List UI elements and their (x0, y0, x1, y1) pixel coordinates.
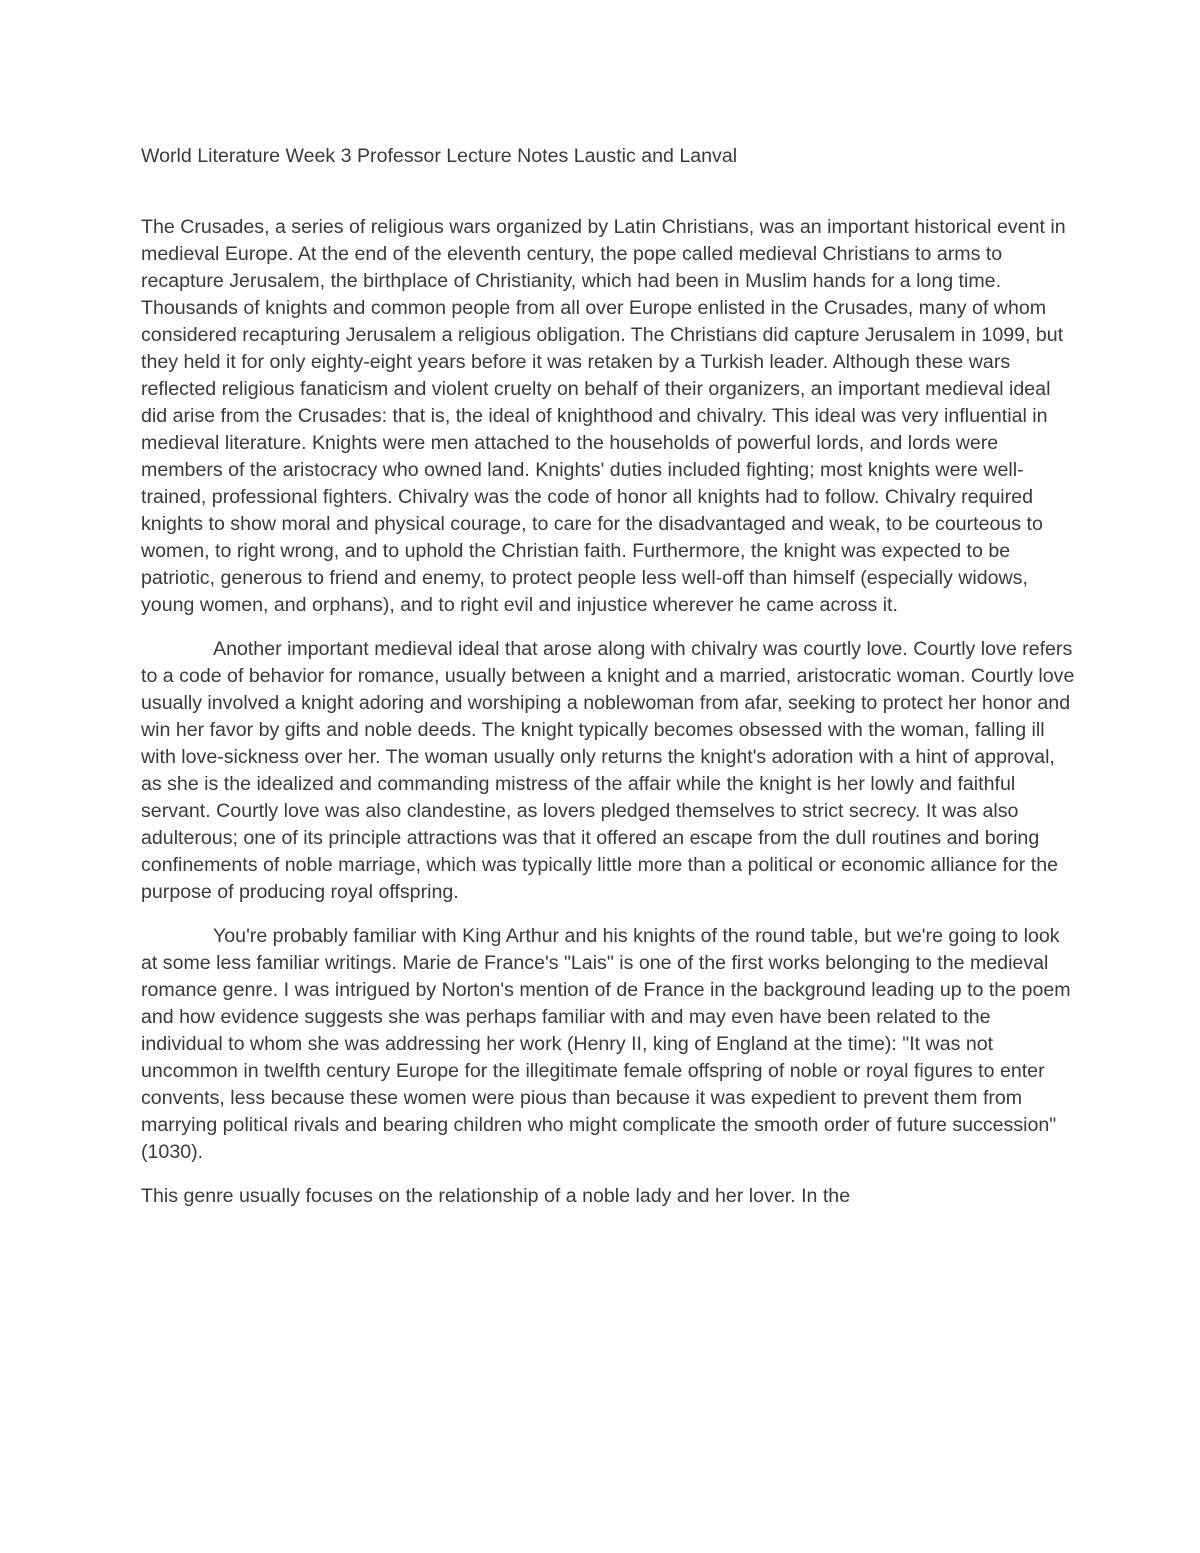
paragraph-genre: This genre usually focuses on the relationship of a noble lady and her lover. In the (141, 1185, 851, 1207)
paragraph-marie-de-france: You're probably familiar with King Arthur and his knights of the round table, but we're going to look at some less familiar writings. Marie de France's "Lais" is one of the first works belonging to the medieval romance genre. I was intrigued by Norton's mention of de France in the background leading up to the poem and how evidence suggests she was perhaps familiar with and may even have been related to the individual to whom she was addressing her work (Henry II, king of England at the time): "It was not uncommon in twelfth century Europe for the illegitimate female offspring of noble or royal figures to enter convents, less because these women were pious than because it was expedient to prevent them from marrying political rivals and bearing children who might complicate the smooth order of future succession"(1030). (141, 925, 1071, 1163)
paragraph-courtly-love: Another important medieval ideal that arose along with chivalry was courtly love. Courtly love refers to a code of behavior for romance, usually between a knight and a married, aristocratic woman. Courtly love usually involved a knight adoring and worshiping a noblewoman from afar, seeking to protect her honor and win her favor by gifts and noble deeds. The knight typically becomes obsessed with the woman, falling ill with love-sickness over her. The woman usually only returns the knight's adoration with a hint of approval, as she is the idealized and commanding mistress of the affair while the knight is her lowly and faithful servant. Courtly love was also clandestine, as lovers pledged themselves to strict secrecy. It was also adulterous; one of its principle attractions was that it offered an escape from the dull routines and boring confinements of noble marriage, which was typically little more than a political or economic alliance for the purpose of producing royal offspring. (141, 638, 1075, 903)
document-body (141, 143, 1076, 1227)
paragraph-crusades: The Crusades, a series of religious wars organized by Latin Christians, was an important historical event in medieval Europe. At the end of the eleventh century, the pope called medieval Christians to arms to recapture Jerusalem, the birthplace of Christianity, which had been in Muslim hands for a long time. Thousands of knights and common people from all over Europe enlisted in the Crusades, many of whom considered recapturing Jerusalem a religious obligation. The Christians did capture Jerusalem in 1099, but they held it for only eighty-eight years before it was retaken by a Turkish leader. Although these wars reflected religious fanaticism and violent cruelty on behalf of their organizers, an important medieval ideal did arise from the Crusades: that is, the ideal of knighthood and chivalry. This ideal was very influential in medieval literature. Knights were men attached to the households of powerful lords, and lords were members of the aristocracy who owned land. Knights' duties included fighting; most knights were well-trained, professional fighters. Chivalry was the code of honor all knights had to follow. Chivalry required knights to show moral and physical courage, to care for the disadvantaged and weak, to be courteous to women, to right wrong, and to uphold the Christian faith. Furthermore, the knight was expected to be patriotic, generous to friend and enemy, to protect people less well-off than himself (especially widows, young women, and orphans), and to right evil and injustice wherever he came across it. (141, 216, 1066, 616)
document-title: World Literature Week 3 Professor Lecture Notes Laustic and Lanval (141, 145, 738, 167)
